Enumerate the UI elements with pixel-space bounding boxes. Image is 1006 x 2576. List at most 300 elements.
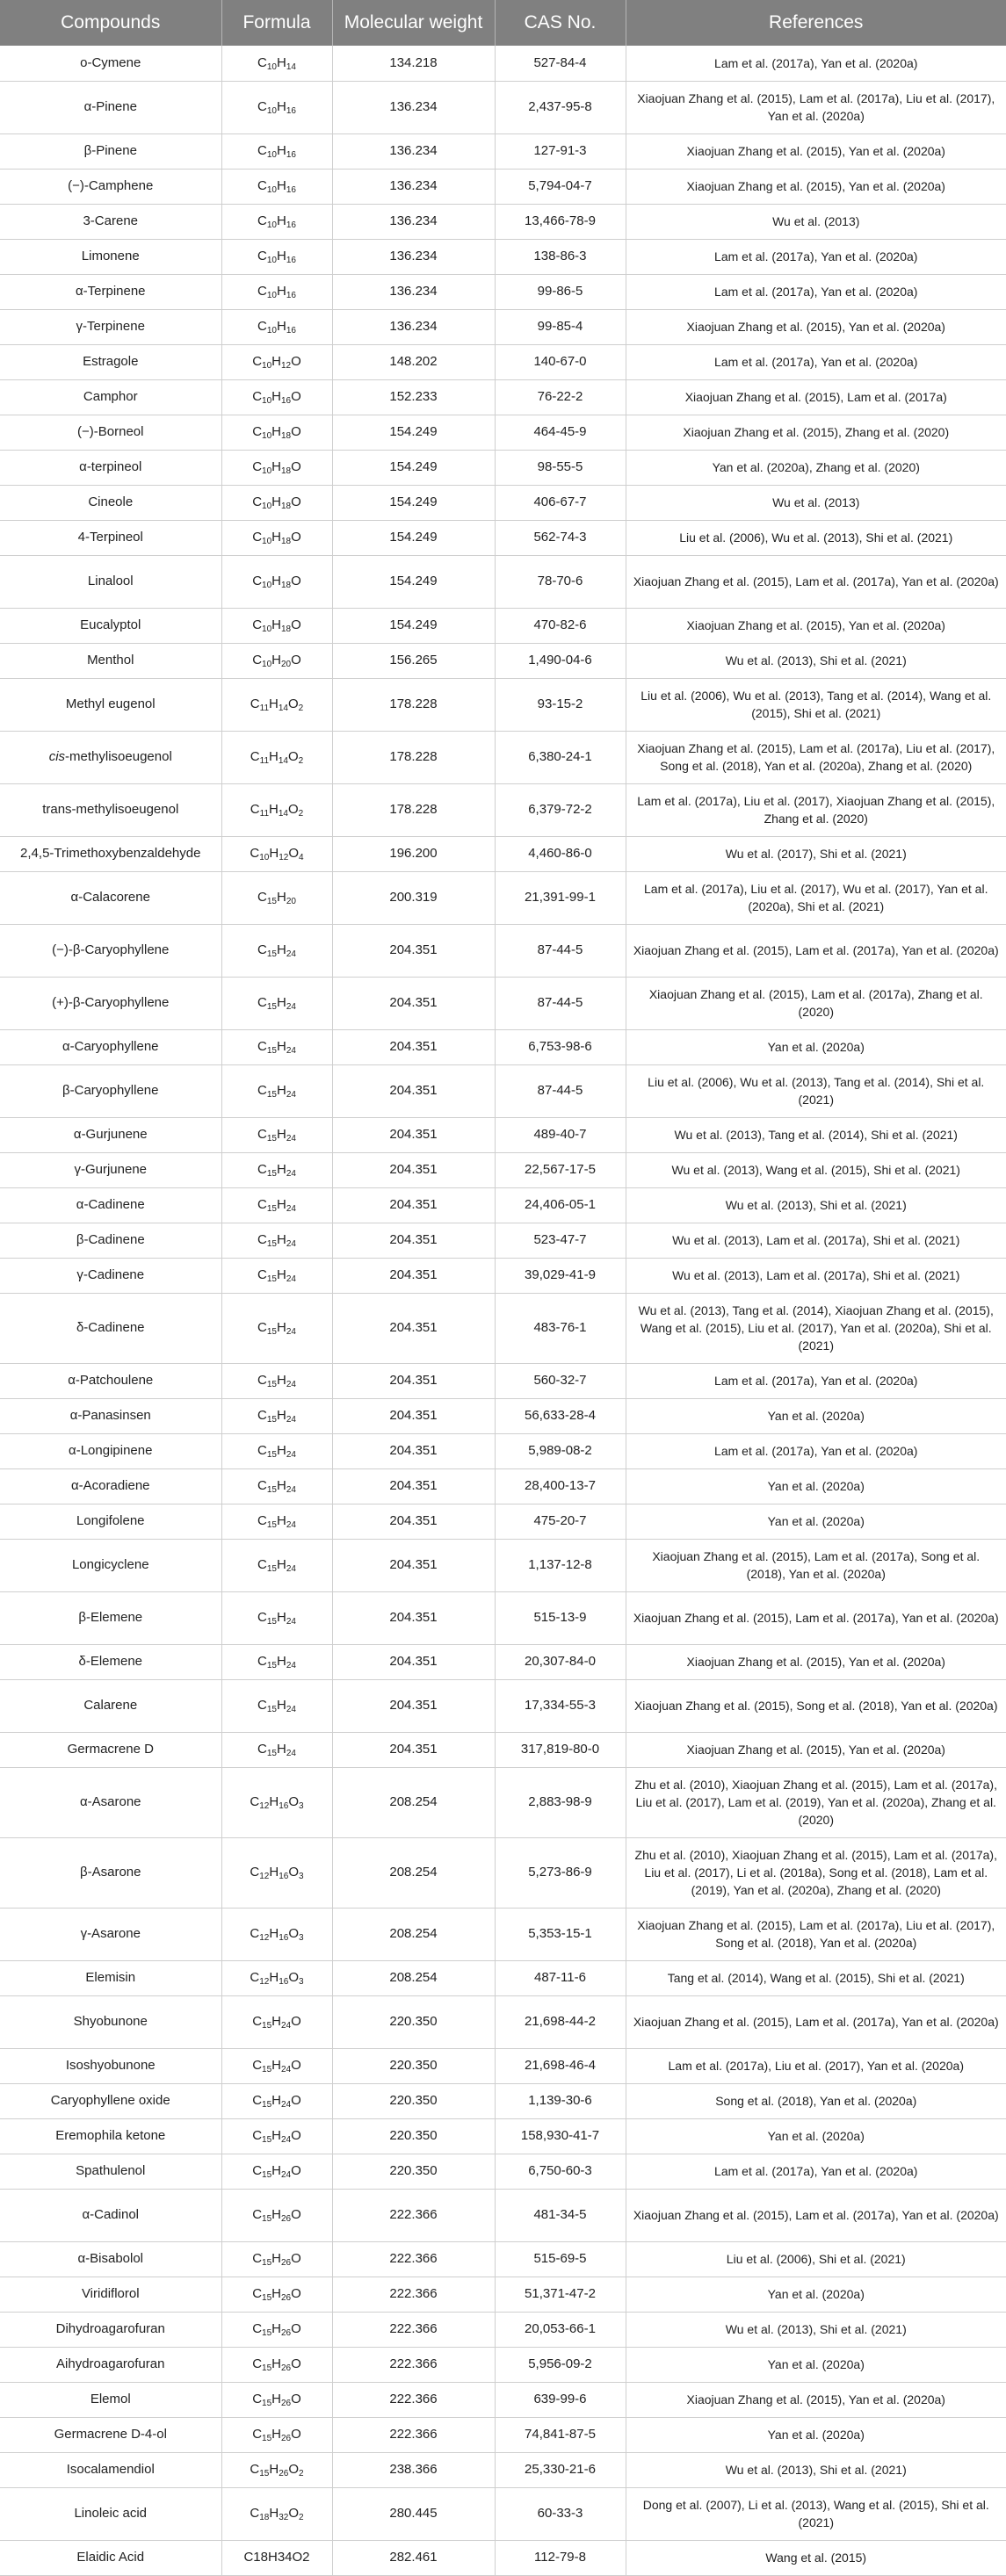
cell-compound: Spathulenol <box>0 2154 221 2189</box>
cell-compound: γ-Terpinene <box>0 309 221 344</box>
cell-molecular-weight: 208.254 <box>332 1908 495 1960</box>
cell-compound: γ-Cadinene <box>0 1258 221 1293</box>
cell-cas-no: 93-15-2 <box>495 678 626 731</box>
cell-formula: $C_{15}H_{24}$ <box>221 1064 332 1117</box>
cell-cas-no: 60-33-3 <box>495 2487 626 2540</box>
cell-compound: Eucalyptol <box>0 608 221 643</box>
cell-compound: Elaidic Acid <box>0 2540 221 2575</box>
cell-cas-no: 6,750-60-3 <box>495 2154 626 2189</box>
cell-molecular-weight: 136.234 <box>332 133 495 169</box>
cell-cas-no: 4,460-86-0 <box>495 836 626 871</box>
cell-molecular-weight: 136.234 <box>332 274 495 309</box>
cell-compound: γ-Gurjunene <box>0 1152 221 1187</box>
cell-cas-no: 20,307-84-0 <box>495 1644 626 1679</box>
cell-compound: Germacrene D-4-ol <box>0 2417 221 2452</box>
cell-cas-no: 5,989-08-2 <box>495 1433 626 1468</box>
table-row <box>0 1117 1006 1152</box>
cell-molecular-weight: 204.351 <box>332 1644 495 1679</box>
cell-references: Lam et al. (2017a), Yan et al. (2020a) <box>626 344 1006 379</box>
cell-references: Xiaojuan Zhang et al. (2015), Lam et al. (2017a) <box>626 379 1006 415</box>
cell-formula: $C_{15}H_{24}$ <box>221 1433 332 1468</box>
cell-compound: α-Gurjunene <box>0 1117 221 1152</box>
cell-molecular-weight: 204.351 <box>332 1152 495 1187</box>
cell-cas-no: 22,567-17-5 <box>495 1152 626 1187</box>
table-row <box>0 133 1006 169</box>
cell-cas-no: 1,490-04-6 <box>495 643 626 678</box>
cell-formula: $C_{12}H_{16}O_3$ <box>221 1837 332 1908</box>
cell-molecular-weight: 220.350 <box>332 2154 495 2189</box>
cell-formula: $C_{15}H_{24}$ <box>221 977 332 1029</box>
table-row <box>0 1995 1006 2048</box>
table-row <box>0 2048 1006 2083</box>
cell-cas-no: 489-40-7 <box>495 1117 626 1152</box>
cell-references: Lam et al. (2017a), Yan et al. (2020a) <box>626 46 1006 81</box>
header-references: References <box>626 0 1006 46</box>
table-row <box>0 1223 1006 1258</box>
cell-cas-no: 2,437-95-8 <box>495 81 626 133</box>
cell-references: Xiaojuan Zhang et al. (2015), Song et al. (2018), Yan et al. (2020a) <box>626 1679 1006 1732</box>
cell-references: Zhu et al. (2010), Xiaojuan Zhang et al. (2015), Lam et al. (2017a), Liu et al. (2017), Lam et al. (2019), Yan et al. (2020a), Zhang et al. (2020) <box>626 1767 1006 1837</box>
cell-cas-no: 138-86-3 <box>495 239 626 274</box>
cell-formula: $C_{11}H_{14}O_2$ <box>221 731 332 783</box>
cell-cas-no: 487-11-6 <box>495 1960 626 1995</box>
cell-formula: $C_{15}H_{24}$ <box>221 1644 332 1679</box>
cell-references: Yan et al. (2020a) <box>626 2347 1006 2382</box>
cell-references: Lam et al. (2017a), Liu et al. (2017), Xiaojuan Zhang et al. (2015), Zhang et al. (2020) <box>626 783 1006 836</box>
cell-compound: Longifolene <box>0 1504 221 1539</box>
cell-formula: $C_{15}H_{24}$ <box>221 1363 332 1398</box>
cell-molecular-weight: 134.218 <box>332 46 495 81</box>
cell-formula: C18H34O2 <box>221 2540 332 2575</box>
cell-molecular-weight: 280.445 <box>332 2487 495 2540</box>
cell-formula: $C_{15}H_{24}$ <box>221 1223 332 1258</box>
cell-compound: Dihydroagarofuran <box>0 2312 221 2347</box>
table-row <box>0 643 1006 678</box>
table-row <box>0 871 1006 924</box>
cell-formula: $C_{10}H_{18}O$ <box>221 485 332 520</box>
cell-molecular-weight: 222.366 <box>332 2312 495 2347</box>
cell-molecular-weight: 154.249 <box>332 555 495 608</box>
cell-molecular-weight: 178.228 <box>332 783 495 836</box>
cell-references: Dong et al. (2007), Li et al. (2013), Wang et al. (2015), Shi et al. (2021) <box>626 2487 1006 2540</box>
cell-references: Yan et al. (2020a) <box>626 2118 1006 2154</box>
cell-cas-no: 6,380-24-1 <box>495 731 626 783</box>
cell-molecular-weight: 204.351 <box>332 1223 495 1258</box>
table-row <box>0 1591 1006 1644</box>
cell-references: Wang et al. (2015) <box>626 2540 1006 2575</box>
cell-references: Xiaojuan Zhang et al. (2015), Lam et al. (2017a), Liu et al. (2017), Song et al. (2018), Yan et al. (2020a), Zhang et al. (2020) <box>626 731 1006 783</box>
cell-references: Tang et al. (2014), Wang et al. (2015), Shi et al. (2021) <box>626 1960 1006 1995</box>
cell-formula: $C_{11}H_{14}O_2$ <box>221 678 332 731</box>
cell-references: Xiaojuan Zhang et al. (2015), Lam et al. (2017a), Yan et al. (2020a) <box>626 924 1006 977</box>
table-row <box>0 2241 1006 2277</box>
cell-cas-no: 1,139-30-6 <box>495 2083 626 2118</box>
table-row <box>0 2540 1006 2575</box>
cell-compound: α-Terpinene <box>0 274 221 309</box>
table-row <box>0 274 1006 309</box>
cell-molecular-weight: 154.249 <box>332 520 495 555</box>
cell-compound: o-Cymene <box>0 46 221 81</box>
table-row <box>0 924 1006 977</box>
cell-formula: $C_{15}H_{24}$ <box>221 1117 332 1152</box>
cell-references: Xiaojuan Zhang et al. (2015), Yan et al. (2020a) <box>626 2382 1006 2417</box>
cell-molecular-weight: 220.350 <box>332 2083 495 2118</box>
table-row <box>0 2312 1006 2347</box>
table-row <box>0 309 1006 344</box>
cell-compound: β-Elemene <box>0 1591 221 1644</box>
cell-formula: $C_{10}H_{18}O$ <box>221 555 332 608</box>
cell-cas-no: 25,330-21-6 <box>495 2452 626 2487</box>
table-row <box>0 239 1006 274</box>
cell-molecular-weight: 148.202 <box>332 344 495 379</box>
cell-formula: $C_{15}H_{24}$ <box>221 1468 332 1504</box>
table-row <box>0 555 1006 608</box>
cell-molecular-weight: 200.319 <box>332 871 495 924</box>
cell-compound: (+)-β-Caryophyllene <box>0 977 221 1029</box>
cell-references: Wu et al. (2013) <box>626 204 1006 239</box>
table-row <box>0 1433 1006 1468</box>
cell-formula: $C_{15}H_{24}$ <box>221 1732 332 1767</box>
cell-cas-no: 140-67-0 <box>495 344 626 379</box>
cell-formula: $C_{15}H_{24}$ <box>221 1258 332 1293</box>
cell-compound: trans-methylisoeugenol <box>0 783 221 836</box>
cell-cas-no: 74,841-87-5 <box>495 2417 626 2452</box>
cell-molecular-weight: 204.351 <box>332 1398 495 1433</box>
cell-cas-no: 28,400-13-7 <box>495 1468 626 1504</box>
cell-molecular-weight: 282.461 <box>332 2540 495 2575</box>
table-row <box>0 2154 1006 2189</box>
cell-compound: α-Calacorene <box>0 871 221 924</box>
cell-formula: $C_{15}H_{24}O$ <box>221 1995 332 2048</box>
cell-cas-no: 560-32-7 <box>495 1363 626 1398</box>
cell-cas-no: 464-45-9 <box>495 415 626 450</box>
cell-cas-no: 87-44-5 <box>495 924 626 977</box>
cell-formula: $C_{10}H_{18}O$ <box>221 415 332 450</box>
cell-formula: $C_{10}H_{16}O$ <box>221 379 332 415</box>
cell-molecular-weight: 204.351 <box>332 1732 495 1767</box>
cell-compound: Elemol <box>0 2382 221 2417</box>
cell-molecular-weight: 154.249 <box>332 608 495 643</box>
cell-references: Wu et al. (2013), Shi et al. (2021) <box>626 2312 1006 2347</box>
cell-molecular-weight: 220.350 <box>332 1995 495 2048</box>
cell-references: Wu et al. (2013), Shi et al. (2021) <box>626 2452 1006 2487</box>
cell-molecular-weight: 154.249 <box>332 485 495 520</box>
cell-molecular-weight: 136.234 <box>332 239 495 274</box>
cell-references: Wu et al. (2013), Tang et al. (2014), Shi et al. (2021) <box>626 1117 1006 1152</box>
cell-references: Xiaojuan Zhang et al. (2015), Yan et al. (2020a) <box>626 1644 1006 1679</box>
cell-cas-no: 470-82-6 <box>495 608 626 643</box>
cell-references: Xiaojuan Zhang et al. (2015), Lam et al. (2017a), Yan et al. (2020a) <box>626 1591 1006 1644</box>
cell-compound: Shyobunone <box>0 1995 221 2048</box>
cell-formula: $C_{12}H_{16}O_3$ <box>221 1767 332 1837</box>
cell-formula: $C_{15}H_{24}$ <box>221 1293 332 1363</box>
table-row <box>0 485 1006 520</box>
cell-formula: $C_{15}H_{26}O$ <box>221 2189 332 2241</box>
cell-references: Xiaojuan Zhang et al. (2015), Lam et al. (2017a), Yan et al. (2020a) <box>626 1995 1006 2048</box>
cell-compound: β-Pinene <box>0 133 221 169</box>
cell-cas-no: 527-84-4 <box>495 46 626 81</box>
cell-molecular-weight: 204.351 <box>332 1539 495 1591</box>
cell-molecular-weight: 136.234 <box>332 309 495 344</box>
cell-compound: Camphor <box>0 379 221 415</box>
cell-compound: α-Patchoulene <box>0 1363 221 1398</box>
table-row <box>0 2417 1006 2452</box>
table-row <box>0 977 1006 1029</box>
table-row <box>0 1468 1006 1504</box>
cell-formula: $C_{15}H_{26}O$ <box>221 2277 332 2312</box>
table-row <box>0 520 1006 555</box>
cell-compound: Linoleic acid <box>0 2487 221 2540</box>
cell-molecular-weight: 196.200 <box>332 836 495 871</box>
cell-cas-no: 6,379-72-2 <box>495 783 626 836</box>
cell-references: Xiaojuan Zhang et al. (2015), Lam et al. (2017a), Yan et al. (2020a) <box>626 555 1006 608</box>
cell-molecular-weight: 222.366 <box>332 2189 495 2241</box>
table-row <box>0 1293 1006 1363</box>
cell-formula: $C_{15}H_{24}$ <box>221 924 332 977</box>
cell-cas-no: 98-55-5 <box>495 450 626 485</box>
cell-formula: $C_{15}H_{24}$ <box>221 1679 332 1732</box>
cell-cas-no: 24,406-05-1 <box>495 1187 626 1223</box>
cell-references: Xiaojuan Zhang et al. (2015), Yan et al. (2020a) <box>626 309 1006 344</box>
cell-compound: Calarene <box>0 1679 221 1732</box>
table-row <box>0 2083 1006 2118</box>
cell-references: Xiaojuan Zhang et al. (2015), Yan et al. (2020a) <box>626 1732 1006 1767</box>
cell-cas-no: 21,698-44-2 <box>495 1995 626 2048</box>
cell-references: Lam et al. (2017a), Yan et al. (2020a) <box>626 239 1006 274</box>
cell-molecular-weight: 222.366 <box>332 2382 495 2417</box>
cell-molecular-weight: 220.350 <box>332 2118 495 2154</box>
cell-molecular-weight: 208.254 <box>332 1960 495 1995</box>
table-row <box>0 169 1006 204</box>
cell-references: Liu et al. (2006), Wu et al. (2013), Tang et al. (2014), Wang et al. (2015), Shi et al. (2021) <box>626 678 1006 731</box>
cell-cas-no: 87-44-5 <box>495 977 626 1029</box>
table-header-row <box>0 0 1006 46</box>
cell-compound: Limonene <box>0 239 221 274</box>
cell-compound: α-Caryophyllene <box>0 1029 221 1064</box>
table-row <box>0 1258 1006 1293</box>
cell-cas-no: 158,930-41-7 <box>495 2118 626 2154</box>
cell-references: Xiaojuan Zhang et al. (2015), Lam et al. (2017a), Liu et al. (2017), Yan et al. (2020a) <box>626 81 1006 133</box>
cell-formula: $C_{10}H_{12}O$ <box>221 344 332 379</box>
cell-cas-no: 515-13-9 <box>495 1591 626 1644</box>
cell-molecular-weight: 204.351 <box>332 1433 495 1468</box>
cell-references: Lam et al. (2017a), Yan et al. (2020a) <box>626 2154 1006 2189</box>
cell-references: Wu et al. (2013), Shi et al. (2021) <box>626 1187 1006 1223</box>
cell-compound: Viridiflorol <box>0 2277 221 2312</box>
table-row <box>0 1504 1006 1539</box>
cell-compound: (−)-Borneol <box>0 415 221 450</box>
cell-formula: $C_{10}H_{16}$ <box>221 239 332 274</box>
cell-cas-no: 406-67-7 <box>495 485 626 520</box>
cell-formula: $C_{10}H_{12}O_4$ <box>221 836 332 871</box>
cell-compound: 2,4,5-Trimethoxybenzaldehyde <box>0 836 221 871</box>
cell-compound: 3-Carene <box>0 204 221 239</box>
table-row <box>0 1187 1006 1223</box>
table-row <box>0 379 1006 415</box>
table-body <box>0 46 1006 2575</box>
cell-formula: $C_{12}H_{16}O_3$ <box>221 1960 332 1995</box>
cell-cas-no: 127-91-3 <box>495 133 626 169</box>
cell-molecular-weight: 208.254 <box>332 1767 495 1837</box>
cell-compound: α-terpineol <box>0 450 221 485</box>
cell-compound: Eremophila ketone <box>0 2118 221 2154</box>
cell-compound: α-Pinene <box>0 81 221 133</box>
cell-references: Song et al. (2018), Yan et al. (2020a) <box>626 2083 1006 2118</box>
cell-formula: $C_{15}H_{26}O$ <box>221 2312 332 2347</box>
cell-molecular-weight: 204.351 <box>332 1258 495 1293</box>
cell-cas-no: 99-86-5 <box>495 274 626 309</box>
cell-references: Lam et al. (2017a), Yan et al. (2020a) <box>626 1433 1006 1468</box>
cell-compound: Isocalamendiol <box>0 2452 221 2487</box>
cell-references: Xiaojuan Zhang et al. (2015), Yan et al. (2020a) <box>626 608 1006 643</box>
cell-formula: $C_{15}H_{24}$ <box>221 1029 332 1064</box>
cell-cas-no: 2,883-98-9 <box>495 1767 626 1837</box>
cell-formula: $C_{15}H_{24}$ <box>221 1504 332 1539</box>
cell-cas-no: 5,353-15-1 <box>495 1908 626 1960</box>
table-row <box>0 1644 1006 1679</box>
header-formula: Formula <box>221 0 332 46</box>
cell-molecular-weight: 204.351 <box>332 1187 495 1223</box>
cell-references: Lam et al. (2017a), Liu et al. (2017), Yan et al. (2020a) <box>626 2048 1006 2083</box>
cell-references: Xiaojuan Zhang et al. (2015), Yan et al. (2020a) <box>626 169 1006 204</box>
cell-compound: Germacrene D <box>0 1732 221 1767</box>
cell-compound: γ-Asarone <box>0 1908 221 1960</box>
cell-references: Wu et al. (2017), Shi et al. (2021) <box>626 836 1006 871</box>
cell-formula: $C_{11}H_{14}O_2$ <box>221 783 332 836</box>
table-row <box>0 678 1006 731</box>
cell-molecular-weight: 204.351 <box>332 1591 495 1644</box>
table-row <box>0 204 1006 239</box>
cell-formula: $C_{10}H_{16}$ <box>221 309 332 344</box>
cell-references: Yan et al. (2020a), Zhang et al. (2020) <box>626 450 1006 485</box>
cell-molecular-weight: 204.351 <box>332 1504 495 1539</box>
cell-cas-no: 51,371-47-2 <box>495 2277 626 2312</box>
table-row <box>0 836 1006 871</box>
cell-cas-no: 1,137-12-8 <box>495 1539 626 1591</box>
cell-compound: α-Cadinol <box>0 2189 221 2241</box>
cell-molecular-weight: 178.228 <box>332 731 495 783</box>
cell-formula: $C_{15}H_{24}$ <box>221 1539 332 1591</box>
cell-formula: $C_{15}H_{24}$ <box>221 1187 332 1223</box>
table-row <box>0 2487 1006 2540</box>
cell-molecular-weight: 136.234 <box>332 81 495 133</box>
table-row <box>0 1908 1006 1960</box>
cell-references: Zhu et al. (2010), Xiaojuan Zhang et al. (2015), Lam et al. (2017a), Liu et al. (2017), Li et al. (2018a), Song et al. (2018), Lam et al. (2019), Yan et al. (2020a), Zhang et al. (2020) <box>626 1837 1006 1908</box>
table-row <box>0 450 1006 485</box>
cell-cas-no: 475-20-7 <box>495 1504 626 1539</box>
cell-compound: α-Bisabolol <box>0 2241 221 2277</box>
cell-formula: $C_{15}H_{26}O_2$ <box>221 2452 332 2487</box>
cell-molecular-weight: 204.351 <box>332 1679 495 1732</box>
cell-references: Xiaojuan Zhang et al. (2015), Lam et al. (2017a), Yan et al. (2020a) <box>626 2189 1006 2241</box>
cell-cas-no: 21,698-46-4 <box>495 2048 626 2083</box>
cell-molecular-weight: 136.234 <box>332 204 495 239</box>
header-cas-no: CAS No. <box>495 0 626 46</box>
cell-references: Wu et al. (2013), Lam et al. (2017a), Shi et al. (2021) <box>626 1258 1006 1293</box>
table-row <box>0 2452 1006 2487</box>
cell-cas-no: 481-34-5 <box>495 2189 626 2241</box>
cell-cas-no: 5,273-86-9 <box>495 1837 626 1908</box>
header-compounds: Compounds <box>0 0 221 46</box>
cell-cas-no: 21,391-99-1 <box>495 871 626 924</box>
cell-references: Yan et al. (2020a) <box>626 2277 1006 2312</box>
cell-compound: Menthol <box>0 643 221 678</box>
cell-cas-no: 5,956-09-2 <box>495 2347 626 2382</box>
table-row <box>0 2189 1006 2241</box>
table-row <box>0 46 1006 81</box>
cell-cas-no: 78-70-6 <box>495 555 626 608</box>
cell-references: Liu et al. (2006), Wu et al. (2013), Shi et al. (2021) <box>626 520 1006 555</box>
cell-cas-no: 87-44-5 <box>495 1064 626 1117</box>
cell-compound: (−)-β-Caryophyllene <box>0 924 221 977</box>
cell-formula: $C_{10}H_{16}$ <box>221 274 332 309</box>
cell-cas-no: 76-22-2 <box>495 379 626 415</box>
cell-molecular-weight: 222.366 <box>332 2241 495 2277</box>
cell-references: Xiaojuan Zhang et al. (2015), Lam et al. (2017a), Song et al. (2018), Yan et al. (2020a) <box>626 1539 1006 1591</box>
cell-references: Wu et al. (2013), Shi et al. (2021) <box>626 643 1006 678</box>
cell-references: Wu et al. (2013), Lam et al. (2017a), Shi et al. (2021) <box>626 1223 1006 1258</box>
cell-formula: $C_{15}H_{24}$ <box>221 1398 332 1433</box>
cell-references: Lam et al. (2017a), Yan et al. (2020a) <box>626 274 1006 309</box>
cell-formula: $C_{10}H_{18}O$ <box>221 450 332 485</box>
cell-compound: 4-Terpineol <box>0 520 221 555</box>
cell-compound: Caryophyllene oxide <box>0 2083 221 2118</box>
table-row <box>0 1152 1006 1187</box>
cell-compound: Linalool <box>0 555 221 608</box>
cell-references: Liu et al. (2006), Wu et al. (2013), Tang et al. (2014), Shi et al. (2021) <box>626 1064 1006 1117</box>
table-row <box>0 2382 1006 2417</box>
table-row <box>0 1064 1006 1117</box>
cell-formula: $C_{10}H_{16}$ <box>221 133 332 169</box>
cell-formula: $C_{15}H_{26}O$ <box>221 2347 332 2382</box>
cell-cas-no: 56,633-28-4 <box>495 1398 626 1433</box>
cell-cas-no: 112-79-8 <box>495 2540 626 2575</box>
cell-molecular-weight: 156.265 <box>332 643 495 678</box>
cell-compound: Aihydroagarofuran <box>0 2347 221 2382</box>
cell-molecular-weight: 238.366 <box>332 2452 495 2487</box>
cell-formula: $C_{15}H_{26}O$ <box>221 2382 332 2417</box>
table-row <box>0 415 1006 450</box>
cell-molecular-weight: 152.233 <box>332 379 495 415</box>
cell-cas-no: 99-85-4 <box>495 309 626 344</box>
table-row <box>0 1732 1006 1767</box>
cell-cas-no: 17,334-55-3 <box>495 1679 626 1732</box>
cell-formula: $C_{15}H_{24}O$ <box>221 2048 332 2083</box>
cell-cas-no: 6,753-98-6 <box>495 1029 626 1064</box>
cell-compound: α-Longipinene <box>0 1433 221 1468</box>
cell-compound: Methyl eugenol <box>0 678 221 731</box>
cell-cas-no: 39,029-41-9 <box>495 1258 626 1293</box>
cell-compound: δ-Cadinene <box>0 1293 221 1363</box>
cell-formula: $C_{18}H_{32}O_2$ <box>221 2487 332 2540</box>
cell-formula: $C_{15}H_{26}O$ <box>221 2241 332 2277</box>
cell-formula: $C_{15}H_{20}$ <box>221 871 332 924</box>
cell-molecular-weight: 222.366 <box>332 2417 495 2452</box>
cell-compound: β-Asarone <box>0 1837 221 1908</box>
cell-molecular-weight: 204.351 <box>332 1029 495 1064</box>
cell-references: Lam et al. (2017a), Liu et al. (2017), Wu et al. (2017), Yan et al. (2020a), Shi et al. (2021) <box>626 871 1006 924</box>
cell-molecular-weight: 204.351 <box>332 1468 495 1504</box>
cell-molecular-weight: 154.249 <box>332 450 495 485</box>
cell-references: Liu et al. (2006), Shi et al. (2021) <box>626 2241 1006 2277</box>
cell-formula: $C_{10}H_{16}$ <box>221 169 332 204</box>
table-row <box>0 1029 1006 1064</box>
cell-compound: Elemisin <box>0 1960 221 1995</box>
table-row <box>0 1960 1006 1995</box>
cell-references: Wu et al. (2013) <box>626 485 1006 520</box>
cell-cas-no: 639-99-6 <box>495 2382 626 2417</box>
cell-compound: cis-methylisoeugenol <box>0 731 221 783</box>
